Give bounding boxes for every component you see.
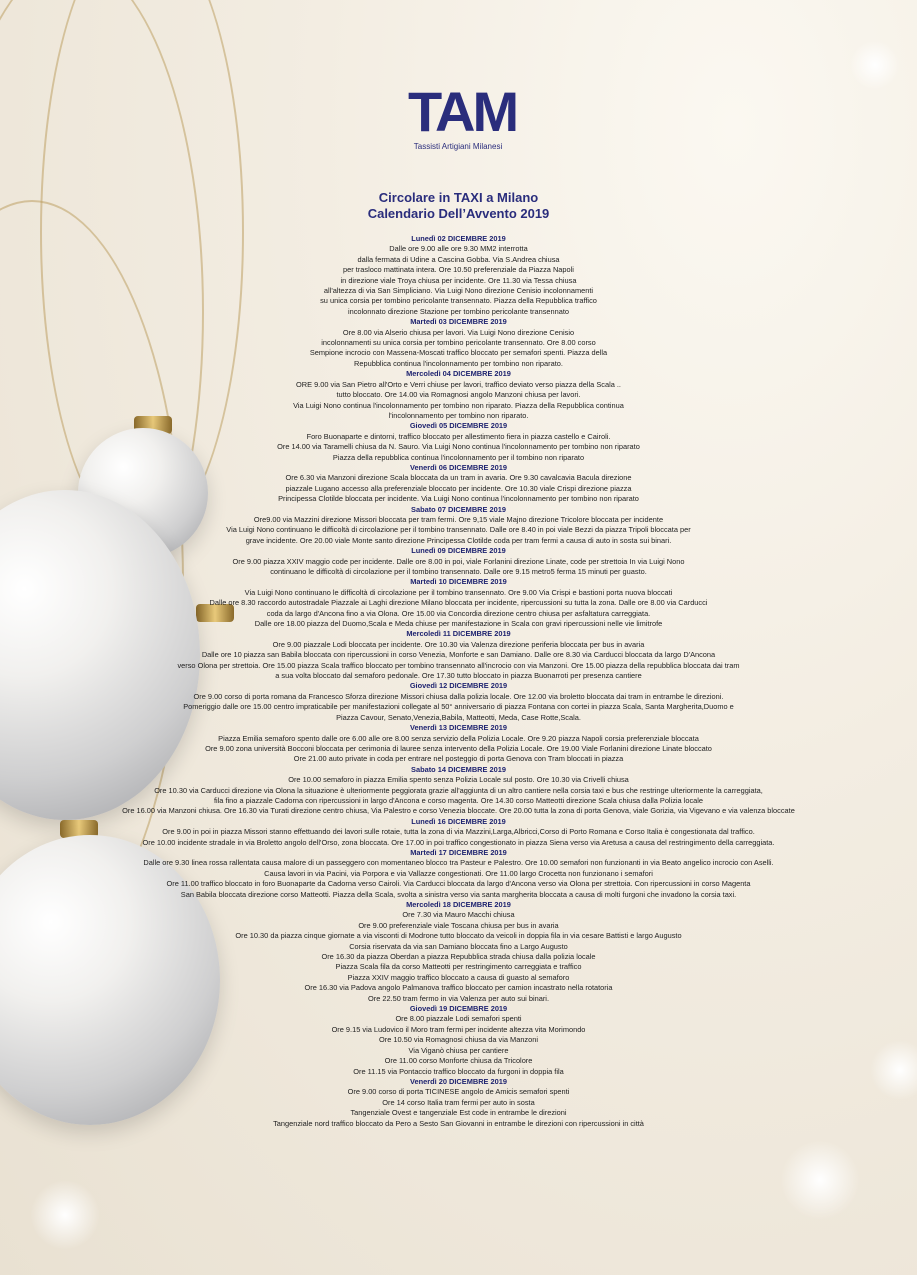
calendar-line: Piazza Emilia semaforo spento dalle ore 6.00 alle ore 8.00 senza servizio della Polizia Locale. Ore 9.20 piazza Napoli corsia preferenziale bloccata <box>218 733 699 743</box>
logo-mark: TAM <box>408 80 517 143</box>
calendar-day-heading: Venerdì 06 DICEMBRE 2019 <box>410 462 507 472</box>
calendar-line: su unica corsia per tombino pericolante transennato. Piazza della Repubblica traffico <box>320 296 597 306</box>
calendar-line: Repubblica continua l'incolonnamento per tombino non riparato. <box>354 358 563 368</box>
advent-calendar <box>0 234 917 1129</box>
calendar-line: Ore 16.30 via Padova angolo Palmanova traffico bloccato per camion incastrato nella rotatoria <box>304 983 613 993</box>
calendar-line: Ore 14 corso Italia tram fermi per auto in sosta <box>382 1097 535 1107</box>
calendar-line: in direzione viale Troya chiusa per incidente. Ore 11.30 via Tessa chiusa <box>340 275 577 285</box>
calendar-line: Foro Buonaparte e dintorni, traffico bloccato per allestimento fiera in piazza castello e Cairoli. <box>306 431 611 441</box>
calendar-line: Principessa Clotilde bloccata per incidente. Via Luigi Nono continua l'incolonnamento per tombino non riparato <box>278 494 639 504</box>
calendar-day-heading: Venerdì 20 DICEMBRE 2019 <box>410 1076 507 1086</box>
calendar-line: Dalle ore 9.00 alle ore 9.30 MM2 interrotta <box>389 244 528 254</box>
calendar-line: Causa lavori in via Pacini, via Porpora e via Vallazze congestionati. Ore 11.00 largo Crocetta non funzionano i semafori <box>264 868 653 878</box>
page-title: Circolare in TAXI a Milano <box>378 190 539 205</box>
calendar-day-heading: Lunedì 16 DICEMBRE 2019 <box>411 816 506 826</box>
calendar-line: Ore 9.00 zona università Bocconi bloccata per cerimonia di lauree senza intervento della Polizia Locale. Ore 19.00 Viale Forlanini direzione Linate bloccato <box>205 743 712 753</box>
calendar-line: all'altezza di via San Simpliciano. Via Luigi Nono direzione Cenisio incolonnamenti <box>323 286 594 296</box>
tam-logo <box>408 80 517 172</box>
calendar-line: per trasloco mattinata intera. Ore 10.50 preferenziale da Piazza Napoli <box>343 265 574 275</box>
calendar-line: Ore 10.50 via Romagnosi chiusa da via Manzoni <box>379 1035 538 1045</box>
calendar-line: verso Olona per strettoia. Ore 15.00 piazza Scala traffico bloccato per tombino transennato all'incrocio con via Manzoni. Ore 15.00 piazza della repubblica bloccata dai tram <box>177 660 740 670</box>
calendar-line: Ore9.00 via Mazzini direzione Missori bloccata per tram fermi. Ore 9,15 viale Majno direzione Tricolore bloccata per incidente <box>253 514 664 524</box>
calendar-line: Ore 9.00 piazzale Lodi bloccata per incidente. Ore 10.30 via Valenza direzione periferia bloccata per bus in avaria <box>272 639 645 649</box>
calendar-day-heading: Mercoledì 04 DICEMBRE 2019 <box>406 369 511 379</box>
calendar-line: grave incidente. Ore 20.00 viale Monte santo direzione Principessa Clotilde coda per tram fermi a causa di auto in sosta sui binari. <box>245 535 672 545</box>
calendar-line: Via Luigi Nono continuano le difficoltà di circolazione per il tombino transennato. Ore 9.00 Via Crispi e bastioni porta nuova bloccati <box>244 587 673 597</box>
page-subtitle: Calendario Dell’Avvento 2019 <box>367 206 550 221</box>
logo-subtitle: Tassisti Artigiani Milanesi <box>413 142 503 151</box>
calendar-line: Pomeriggio dalle ore 15.00 centro impraticabile per manifestazioni collegate al 50° anniversario di piazza Fontana con cortei in piazza Scala, Santa Margherita,Duomo e <box>183 702 734 712</box>
calendar-day-heading: Martedì 17 DICEMBRE 2019 <box>410 847 507 857</box>
calendar-line: Ore 9.00 piazza XXIV maggio code per incidente. Dalle ore 8.00 in poi, viale Forlanini direzione Linate, code per strettoia In via Luigi Nono <box>232 556 685 566</box>
calendar-line: coda da largo d'Ancona fino a via Olona. Ore 15.00 via Concordia direzione centro chiusa per asfaltatura carreggiata. <box>266 608 651 618</box>
calendar-line: San Babila bloccata direzione corso Matteotti. Piazza della Scala, svolta a sinistra verso via santa margherita bloccata a causa di molti furgoni che invadono la corsia taxi. <box>180 889 737 899</box>
calendar-day-heading: Giovedì 19 DICEMBRE 2019 <box>409 1004 508 1014</box>
calendar-line: Ore 10.30 da piazza cinque giornate a via visconti di Modrone tutto bloccato da veicoli in doppia fila in via cesare Battisti e largo Augusto <box>235 931 682 941</box>
calendar-line: Dalle ore 10 piazza san Babila bloccata con ripercussioni in corso Venezia, Monforte e san Damiano. Dalle ore 8.30 via Carducci bloccata da largo D'Ancona <box>201 650 716 660</box>
calendar-day-heading: Giovedì 05 DICEMBRE 2019 <box>409 421 508 431</box>
calendar-line: Dalle ore 18.00 piazza del Duomo,Scala e Meda chiuse per manifestazione in Scala con gravi ripercussioni nelle vie limitrofe <box>254 619 663 629</box>
calendar-line: Ore 10.00 semaforo in piazza Emilia spento senza Polizia Locale sul posto. Ore 10.30 via Crivelli chiusa <box>288 775 629 785</box>
calendar-line: continuano le difficoltà di circolazione per il tombino transennato. Dalle ore 9.15 metro5 ferma 15 minuti per guasto. <box>270 567 647 576</box>
calendar-line: Ore 9.00 corso di porta TICINESE angolo de Amicis semafori spenti <box>347 1087 570 1097</box>
calendar-line: Ore 14.00 via Taramelli chiusa da N. Sauro. Via Luigi Nono continua l'incolonnamento per tombino non riparato <box>277 442 640 452</box>
calendar-line: piazzale Lugano accesso alla preferenziale bloccato per incidente. Ore 10.30 viale Crispi direzione piazza <box>285 483 632 493</box>
calendar-line: fila fino a piazzale Cadorna con ripercussioni in largo d'Ancona e corso magenta. Ore 14.30 corso Matteotti direzione Scala chiusa dalla Polizia locale <box>213 795 704 805</box>
calendar-line: Ore 9.15 via Ludovico il Moro tram fermi per incidente altezza vita Morimondo <box>331 1024 586 1034</box>
calendar-line: Ore 9.00 in poi in piazza Missori stanno effettuando dei lavori sulle rotaie, tutta la zona di via Mazzini,Larga,Albricci,Corso di Porto Romana e Corso Italia è congestionata dal traffico. <box>162 827 755 837</box>
calendar-day-heading: Martedì 10 DICEMBRE 2019 <box>410 577 507 587</box>
calendar-line: Tangenziale nord traffico bloccato da Pero a Sesto San Giovanni in entrambe le direzioni con ripercussioni in città <box>273 1118 644 1128</box>
calendar-day-heading: Venerdì 13 DICEMBRE 2019 <box>410 723 507 733</box>
calendar-line: Piazza della repubblica continua l'incolonnamento per il tombino non riparato <box>332 452 585 462</box>
calendar-day-heading: Giovedì 12 DICEMBRE 2019 <box>409 681 508 691</box>
calendar-line: Ore 11.15 via Pontaccio traffico bloccato da furgoni in doppia fila <box>353 1066 564 1076</box>
calendar-line: Piazza Scala fila da corso Matteotti per restringimento carreggiata e traffico <box>335 962 582 972</box>
calendar-day-heading: Lunedì 09 DICEMBRE 2019 <box>411 546 506 556</box>
calendar-line: Ore 22.50 tram fermo in via Valenza per auto sui binari. <box>367 993 550 1003</box>
calendar-line: Ore 10.00 incidente stradale in via Broletto angolo dell'Orso, zona bloccata. Ore 17.00 in poi traffico congestionato in piazza Siena verso via Aretusa a causa del restringimento della carreggiata. <box>142 837 775 847</box>
calendar-line: tutto bloccato. Ore 14.00 via Romagnosi angolo Manzoni chiusa per lavori. <box>336 390 581 400</box>
calendar-line: dalla fermata di Udine a Cascina Gobba. Via S.Andrea chiusa <box>357 254 560 264</box>
calendar-line: Ore 6.30 via Manzoni direzione Scala bloccata da un tram in avaria. Ore 9.30 cavalcavia Bacula direzione <box>285 473 632 483</box>
calendar-day-heading: Mercoledì 11 DICEMBRE 2019 <box>406 629 511 639</box>
calendar-day-heading: Sabato 14 DICEMBRE 2019 <box>411 764 506 774</box>
calendar-line: Ore 11.00 traffico bloccato in foro Buonaparte da Cadorna verso Cairoli. Via Carducci bloccata da largo d'Ancona verso via Olona per strettoia. Con ripercussioni in corso Magenta <box>166 879 751 889</box>
calendar-line: Sempione incrocio con Massena-Moscati traffico bloccato per semafori spenti. Piazza della <box>309 348 608 358</box>
calendar-line: Ore 16.00 via Manzoni chiusa. Ore 16.30 via Turati direzione centro chiusa, Via Palestro e corso Venezia bloccate. Ore 20.00 tutta la zona di porta Genova, viale Gorizia, via Vigevano e via valenza bloccate <box>122 806 795 816</box>
calendar-line: Piazza XXIV maggio traffico bloccato a causa di guasto al semaforo <box>347 972 570 982</box>
calendar-line: l'incolonnamento per tombino non riparato. <box>388 410 529 420</box>
calendar-line: Ore 7.30 via Mauro Macchi chiusa <box>402 910 515 920</box>
calendar-day-heading: Mercoledì 18 DICEMBRE 2019 <box>406 900 511 909</box>
calendar-day-heading: Lunedì 02 DICEMBRE 2019 <box>411 234 506 243</box>
calendar-line: Ore 11.00 corso Monforte chiusa da Tricolore <box>384 1056 533 1066</box>
calendar-line: Ore 8.00 via Alserio chiusa per lavori. Via Luigi Nono direzione Cenisio <box>342 327 575 337</box>
calendar-day-heading: Martedì 03 DICEMBRE 2019 <box>410 317 507 327</box>
calendar-line: Ore 9.00 preferenziale viale Toscana chiusa per bus in avaria <box>358 920 559 930</box>
calendar-line: incolonnamenti su unica corsia per tombino pericolante transennato. Ore 8.00 corso <box>321 338 596 348</box>
calendar-line: Via Luigi Nono continuano le difficoltà di circolazione per il tombino transennato. Dalle ore 8.40 in poi viale Bezzi da piazza Tripoli bloccata per <box>226 525 691 535</box>
calendar-line: Via Viganò chiusa per cantiere <box>408 1045 509 1055</box>
calendar-line: Dalle ore 9.30 linea rossa rallentata causa malore di un passeggero con momentaneo blocco tra Pasteur e Palestro. Ore 10.00 semafori non funzionanti in via Beato angelico incrocio con Aselli. <box>143 858 774 868</box>
calendar-line: ORE 9.00 via San Pietro all'Orto e Verri chiuse per lavori, traffico deviato verso piazza della Scala .. <box>296 379 621 389</box>
calendar-line: Via Luigi Nono continua l'incolonnamento per tombino non riparato. Piazza della Repubblica continua <box>293 400 624 410</box>
calendar-line: Ore 8.00 piazzale Lodi semafori spenti <box>395 1014 522 1024</box>
calendar-line: a sua volta bloccato dal semaforo pedonale. Ore 17.30 tutto bloccato in piazza Buonarroti per presenza cantiere <box>275 671 642 681</box>
calendar-line: Ore 9.00 corso di porta romana da Francesco Sforza direzione Missori chiusa dalla polizia locale. Ore 12.00 via broletto bloccata dai tram in entrambe le direzioni. <box>193 691 724 701</box>
calendar-line: Dalle ore 8.30 raccordo autostradale Piazzale ai Laghi direzione Milano bloccata per incidente, ripercussioni su tutta la zona. Dalle ore 8.00 via Carducci <box>209 598 708 608</box>
calendar-line: Corsia riservata da via san Damiano bloccata fino a Largo Augusto <box>349 941 568 951</box>
calendar-line: Tangenziale Ovest e tangenziale Est code in entrambe le direzioni <box>350 1108 567 1118</box>
calendar-line: incolonnato direzione Stazione per tombino pericolante transennato <box>347 306 570 316</box>
calendar-line: Ore 10.30 via Carducci direzione via Olona la situazione è ulteriormente peggiorata grazie all'aggiunta di un altro cantiere nella corsia taxi e bus che restringe ulteriormente la carreggiata, <box>154 785 763 795</box>
calendar-day-heading: Sabato 07 DICEMBRE 2019 <box>411 504 506 514</box>
calendar-line: Piazza Cavour, Senato,Venezia,Babila, Matteotti, Meda, Case Rotte,Scala. <box>336 712 581 722</box>
calendar-line: Ore 16.30 da piazza Oberdan a piazza Repubblica strada chiusa dalla polizia locale <box>321 952 596 962</box>
calendar-line: Ore 21.00 auto private in coda per entrare nel posteggio di porta Genova con Tram bloccati in piazza <box>293 754 624 764</box>
